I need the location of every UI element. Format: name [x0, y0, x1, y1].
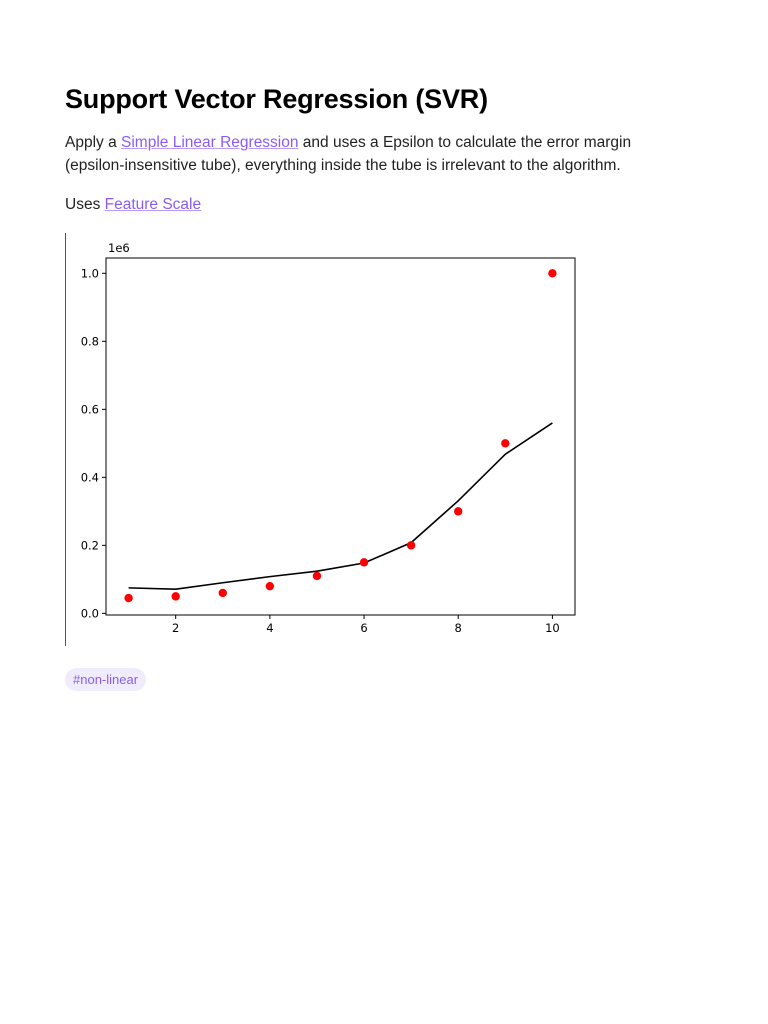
- uses-paragraph: [65, 193, 201, 216]
- tag-non-linear[interactable]: #non-linear: [65, 668, 146, 691]
- svr-plot-figure: [65, 233, 586, 646]
- description-prefix: Apply a: [65, 134, 122, 151]
- y-tick-label-0: 0.0: [80, 606, 99, 621]
- x-tick-label-8: 8: [454, 621, 462, 635]
- x-tick-label-4: 4: [266, 621, 274, 635]
- y-axis-offset-label: 1e6: [108, 241, 130, 255]
- description-paragraph: [65, 131, 690, 177]
- data-point-3: [219, 589, 227, 597]
- data-point-10: [548, 269, 556, 277]
- data-point-1: [124, 594, 132, 602]
- y-tick-label-5: 1.0: [80, 266, 99, 281]
- data-point-6: [360, 558, 368, 566]
- data-point-7: [407, 541, 415, 549]
- y-tick-label-4: 0.8: [80, 334, 99, 349]
- data-point-9: [501, 439, 509, 447]
- page-title: Support Vector Regression (SVR): [65, 84, 488, 114]
- uses-prefix: Uses: [65, 196, 105, 213]
- y-tick-label-1: 0.2: [80, 538, 99, 553]
- data-point-2: [171, 592, 179, 600]
- simple-linear-regression-link[interactable]: Simple Linear Regression: [121, 134, 299, 151]
- y-tick-label-3: 0.6: [80, 402, 99, 417]
- x-tick-label-6: 6: [360, 621, 368, 635]
- feature-scale-link[interactable]: Feature Scale: [104, 196, 202, 213]
- data-point-5: [313, 572, 321, 580]
- x-tick-label-10: 10: [545, 621, 560, 635]
- svr-plot: [66, 233, 586, 646]
- data-point-4: [266, 582, 274, 590]
- y-tick-label-2: 0.4: [80, 470, 99, 485]
- data-point-8: [454, 507, 462, 515]
- plot-area: [106, 258, 575, 615]
- x-tick-label-2: 2: [172, 621, 180, 635]
- description-suffix: and uses a Epsilon to calculate the error margin (epsilon-insensitive tube), everything inside the tube is irrelevant to the algorithm.: [65, 134, 632, 174]
